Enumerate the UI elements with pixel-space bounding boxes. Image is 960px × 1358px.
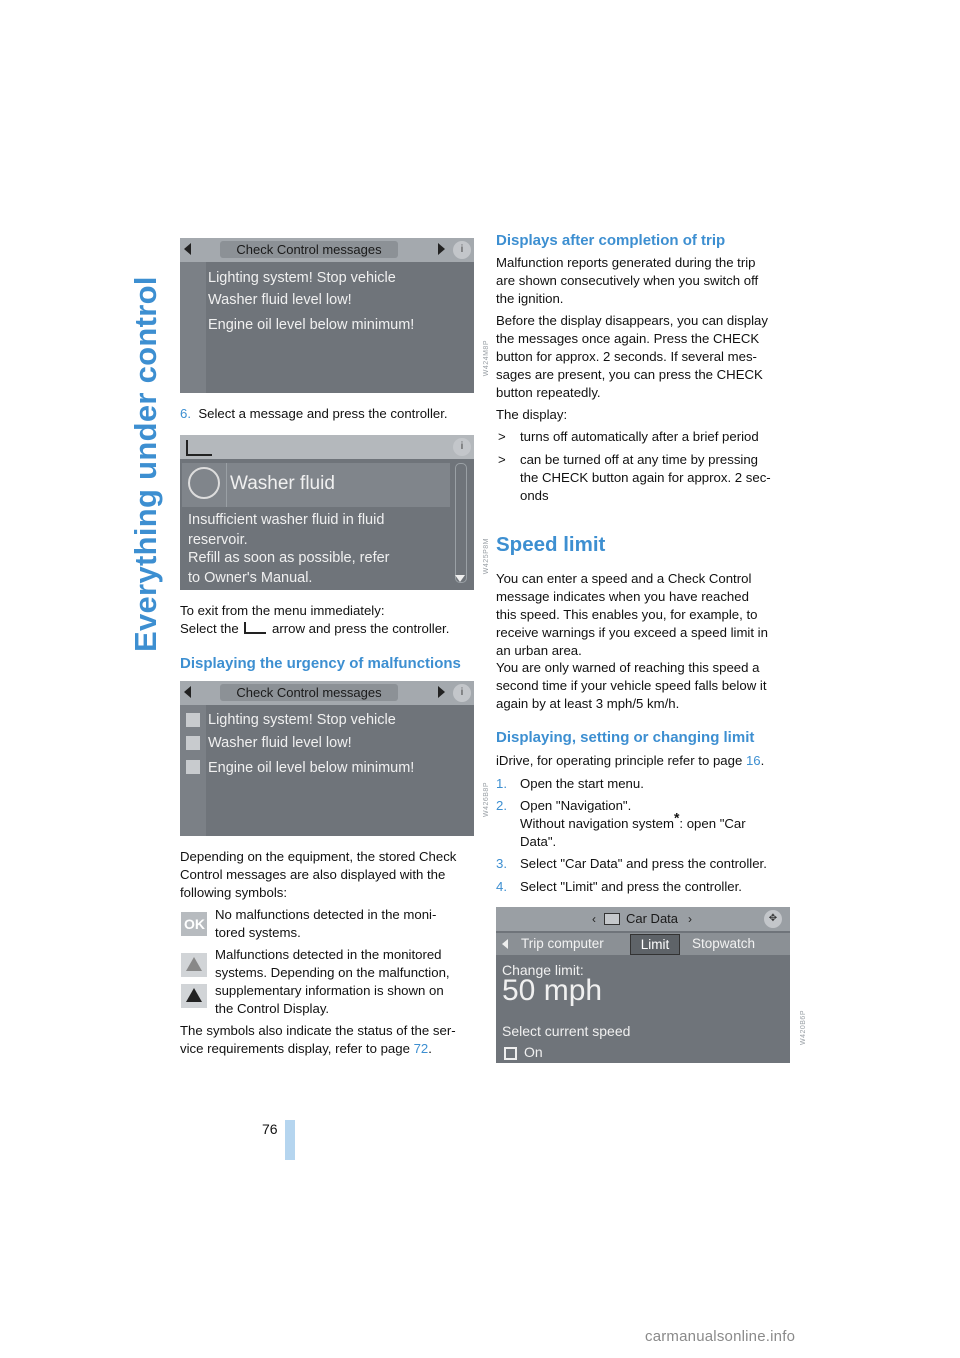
back-arrow-icon: [244, 622, 266, 634]
image-code: W420B6P: [800, 1010, 807, 1046]
warning-icon: [186, 736, 200, 750]
right-arrow-icon: [438, 686, 445, 698]
page-marker: [285, 1120, 295, 1160]
step-number: 1.: [496, 776, 507, 791]
page-link[interactable]: 72: [413, 1041, 429, 1056]
tab-trip-computer[interactable]: Trip computer: [521, 936, 604, 951]
exit-line: To exit from the menu immediately:: [180, 603, 385, 618]
speed-text: an urban area.: [496, 643, 582, 658]
bullet-marker: >: [498, 429, 506, 444]
step-text: Open the start menu.: [520, 776, 644, 791]
screen-topbar: [180, 681, 474, 705]
screen-title: Car Data: [626, 911, 679, 926]
washer-icon: [188, 467, 220, 499]
tab-bar: [496, 933, 790, 955]
trip-text: the ignition.: [496, 291, 564, 306]
idrive-text: iDrive, for operating principle refer to page 16.: [496, 753, 765, 768]
malfunction-symbol: [181, 953, 207, 977]
watermark: carmanualsonline.info: [645, 1328, 796, 1345]
speed-text: You can enter a speed and a Check Control: [496, 571, 752, 586]
right-arrow-icon: [438, 243, 445, 255]
trip-text: Before the display disappears, you can display: [496, 313, 768, 328]
speed-text: second time if your vehicle speed falls below it: [496, 678, 767, 693]
on-label: On: [524, 1044, 543, 1060]
left-arrow-icon: [184, 686, 191, 698]
malfunction-text: systems. Depending on the malfunction,: [215, 965, 450, 980]
display-label: The display:: [496, 407, 568, 422]
ok-text: tored systems.: [215, 925, 301, 940]
equipment-line: Depending on the equipment, the stored Check: [180, 849, 457, 864]
bullet-text: onds: [520, 488, 549, 503]
warning-icon: [186, 760, 200, 774]
speed-text: again by at least 3 mph/5 km/h.: [496, 696, 680, 711]
trip-text: button for approx. 2 seconds. If several mes-: [496, 349, 757, 364]
checkbox-icon[interactable]: [504, 1047, 517, 1060]
urgency-heading: Displaying the urgency of malfunctions: [180, 655, 461, 672]
bullet-text: can be turned off at any time by pressing: [520, 452, 759, 467]
left-arrow-icon: [502, 939, 508, 949]
tab-limit[interactable]: Limit: [630, 934, 680, 955]
message-item: Engine oil level below minimum!: [208, 760, 415, 776]
urgency-screen: [180, 681, 474, 836]
step-text: Select "Car Data" and press the controller.: [520, 856, 767, 871]
bullet-text: the CHECK button again for approx. 2 sec-: [520, 470, 771, 485]
trip-text: button repeatedly.: [496, 385, 601, 400]
serious-malfunction-symbol: [181, 984, 207, 1008]
equipment-line: Control messages are also displayed with the: [180, 867, 446, 882]
trip-text: the messages once again. Press the CHECK: [496, 331, 760, 346]
computer-icon: [604, 913, 620, 925]
limit-heading: Displaying, setting or changing limit: [496, 729, 755, 746]
message-item: Lighting system! Stop vehicle: [208, 712, 396, 728]
speed-text: receive warnings if you exceed a speed limit in: [496, 625, 768, 640]
screen-left-panel: [180, 262, 206, 393]
bullet-text: turns off automatically after a brief period: [520, 429, 759, 444]
left-arrow-icon: [184, 243, 191, 255]
bullet-marker: >: [498, 452, 506, 467]
controller-icon: ✥: [764, 910, 782, 928]
message-item: Lighting system! Stop vehicle: [208, 270, 396, 286]
image-code: W426B8P: [483, 782, 490, 818]
message-item: Engine oil level below minimum!: [208, 317, 415, 333]
step-number: 3.: [496, 856, 507, 871]
screen-topbar: [180, 238, 474, 262]
status-text: vice requirements display, refer to page 72.: [180, 1041, 432, 1056]
page-link[interactable]: 16: [745, 753, 761, 768]
trip-text: Malfunction reports generated during the trip: [496, 255, 756, 270]
image-code: W425P8M: [483, 538, 490, 575]
washer-fluid-screen: [180, 435, 474, 590]
screen-heading: Washer fluid: [230, 473, 335, 494]
scrollbar: [455, 463, 467, 583]
info-icon: i: [453, 684, 471, 702]
step-text: Without navigation system*: open "Car: [520, 809, 746, 831]
trip-heading: Displays after completion of trip: [496, 232, 726, 249]
side-title: Everything under control: [128, 276, 163, 652]
screen-topbar: [496, 907, 790, 931]
speed-limit-heading: Speed limit: [496, 533, 606, 556]
trip-text: are shown consecutively when you switch off: [496, 273, 759, 288]
malfunction-text: the Control Display.: [215, 1001, 330, 1016]
malfunction-text: supplementary information is shown on: [215, 983, 444, 998]
screen-title: Check Control messages: [220, 241, 398, 258]
check-control-screen: [180, 238, 474, 393]
screen-title: Check Control messages: [220, 684, 398, 701]
speed-text: this speed. This enables you, for example, to: [496, 607, 758, 622]
speed-text: You are only warned of reaching this speed a: [496, 660, 760, 675]
step-text: Data".: [520, 834, 557, 849]
ok-text: No malfunctions detected in the moni-: [215, 907, 437, 922]
screen-line: reservoir.: [188, 532, 248, 548]
tab-stopwatch[interactable]: Stopwatch: [692, 936, 756, 951]
ok-symbol: OK: [181, 912, 207, 936]
speed-text: message indicates when you have reached: [496, 589, 749, 604]
info-icon: i: [453, 438, 471, 456]
select-current-speed[interactable]: Select current speed: [502, 1023, 631, 1039]
car-data-screen: [496, 907, 790, 1063]
step-text: Select "Limit" and press the controller.: [520, 879, 742, 894]
back-arrow-icon: [186, 440, 212, 456]
equipment-line: following symbols:: [180, 885, 288, 900]
message-item: Washer fluid level low!: [208, 735, 352, 751]
screen-line: to Owner's Manual.: [188, 570, 313, 586]
screen-line: Refill as soon as possible, refer: [188, 550, 390, 566]
screen-topbar: [180, 435, 474, 459]
step-text: Open "Navigation".: [520, 798, 632, 813]
message-item: Washer fluid level low!: [208, 292, 352, 308]
left-arrow-icon: ‹: [592, 912, 596, 926]
right-arrow-icon: ›: [688, 912, 692, 926]
exit-instruction: Select the arrow and press the controller.: [180, 621, 450, 636]
step-number: 4.: [496, 879, 507, 894]
status-text: The symbols also indicate the status of the ser-: [180, 1023, 456, 1038]
screen-line: Insufficient washer fluid in fluid: [188, 512, 385, 528]
step-6: 6. Select a message and press the controller.: [180, 406, 448, 421]
page-number: 76: [262, 1121, 278, 1137]
limit-value: 50 mph: [502, 974, 603, 1007]
malfunction-text: Malfunctions detected in the monitored: [215, 947, 442, 962]
step-number: 2.: [496, 798, 507, 813]
change-limit-label: Change limit:: [502, 962, 584, 978]
scroll-down-icon: [455, 575, 465, 582]
image-code: W424M8P: [483, 340, 490, 377]
info-icon: i: [453, 241, 471, 259]
warning-icon: [186, 713, 200, 727]
trip-text: sages are present, you can press the CHECK: [496, 367, 763, 382]
